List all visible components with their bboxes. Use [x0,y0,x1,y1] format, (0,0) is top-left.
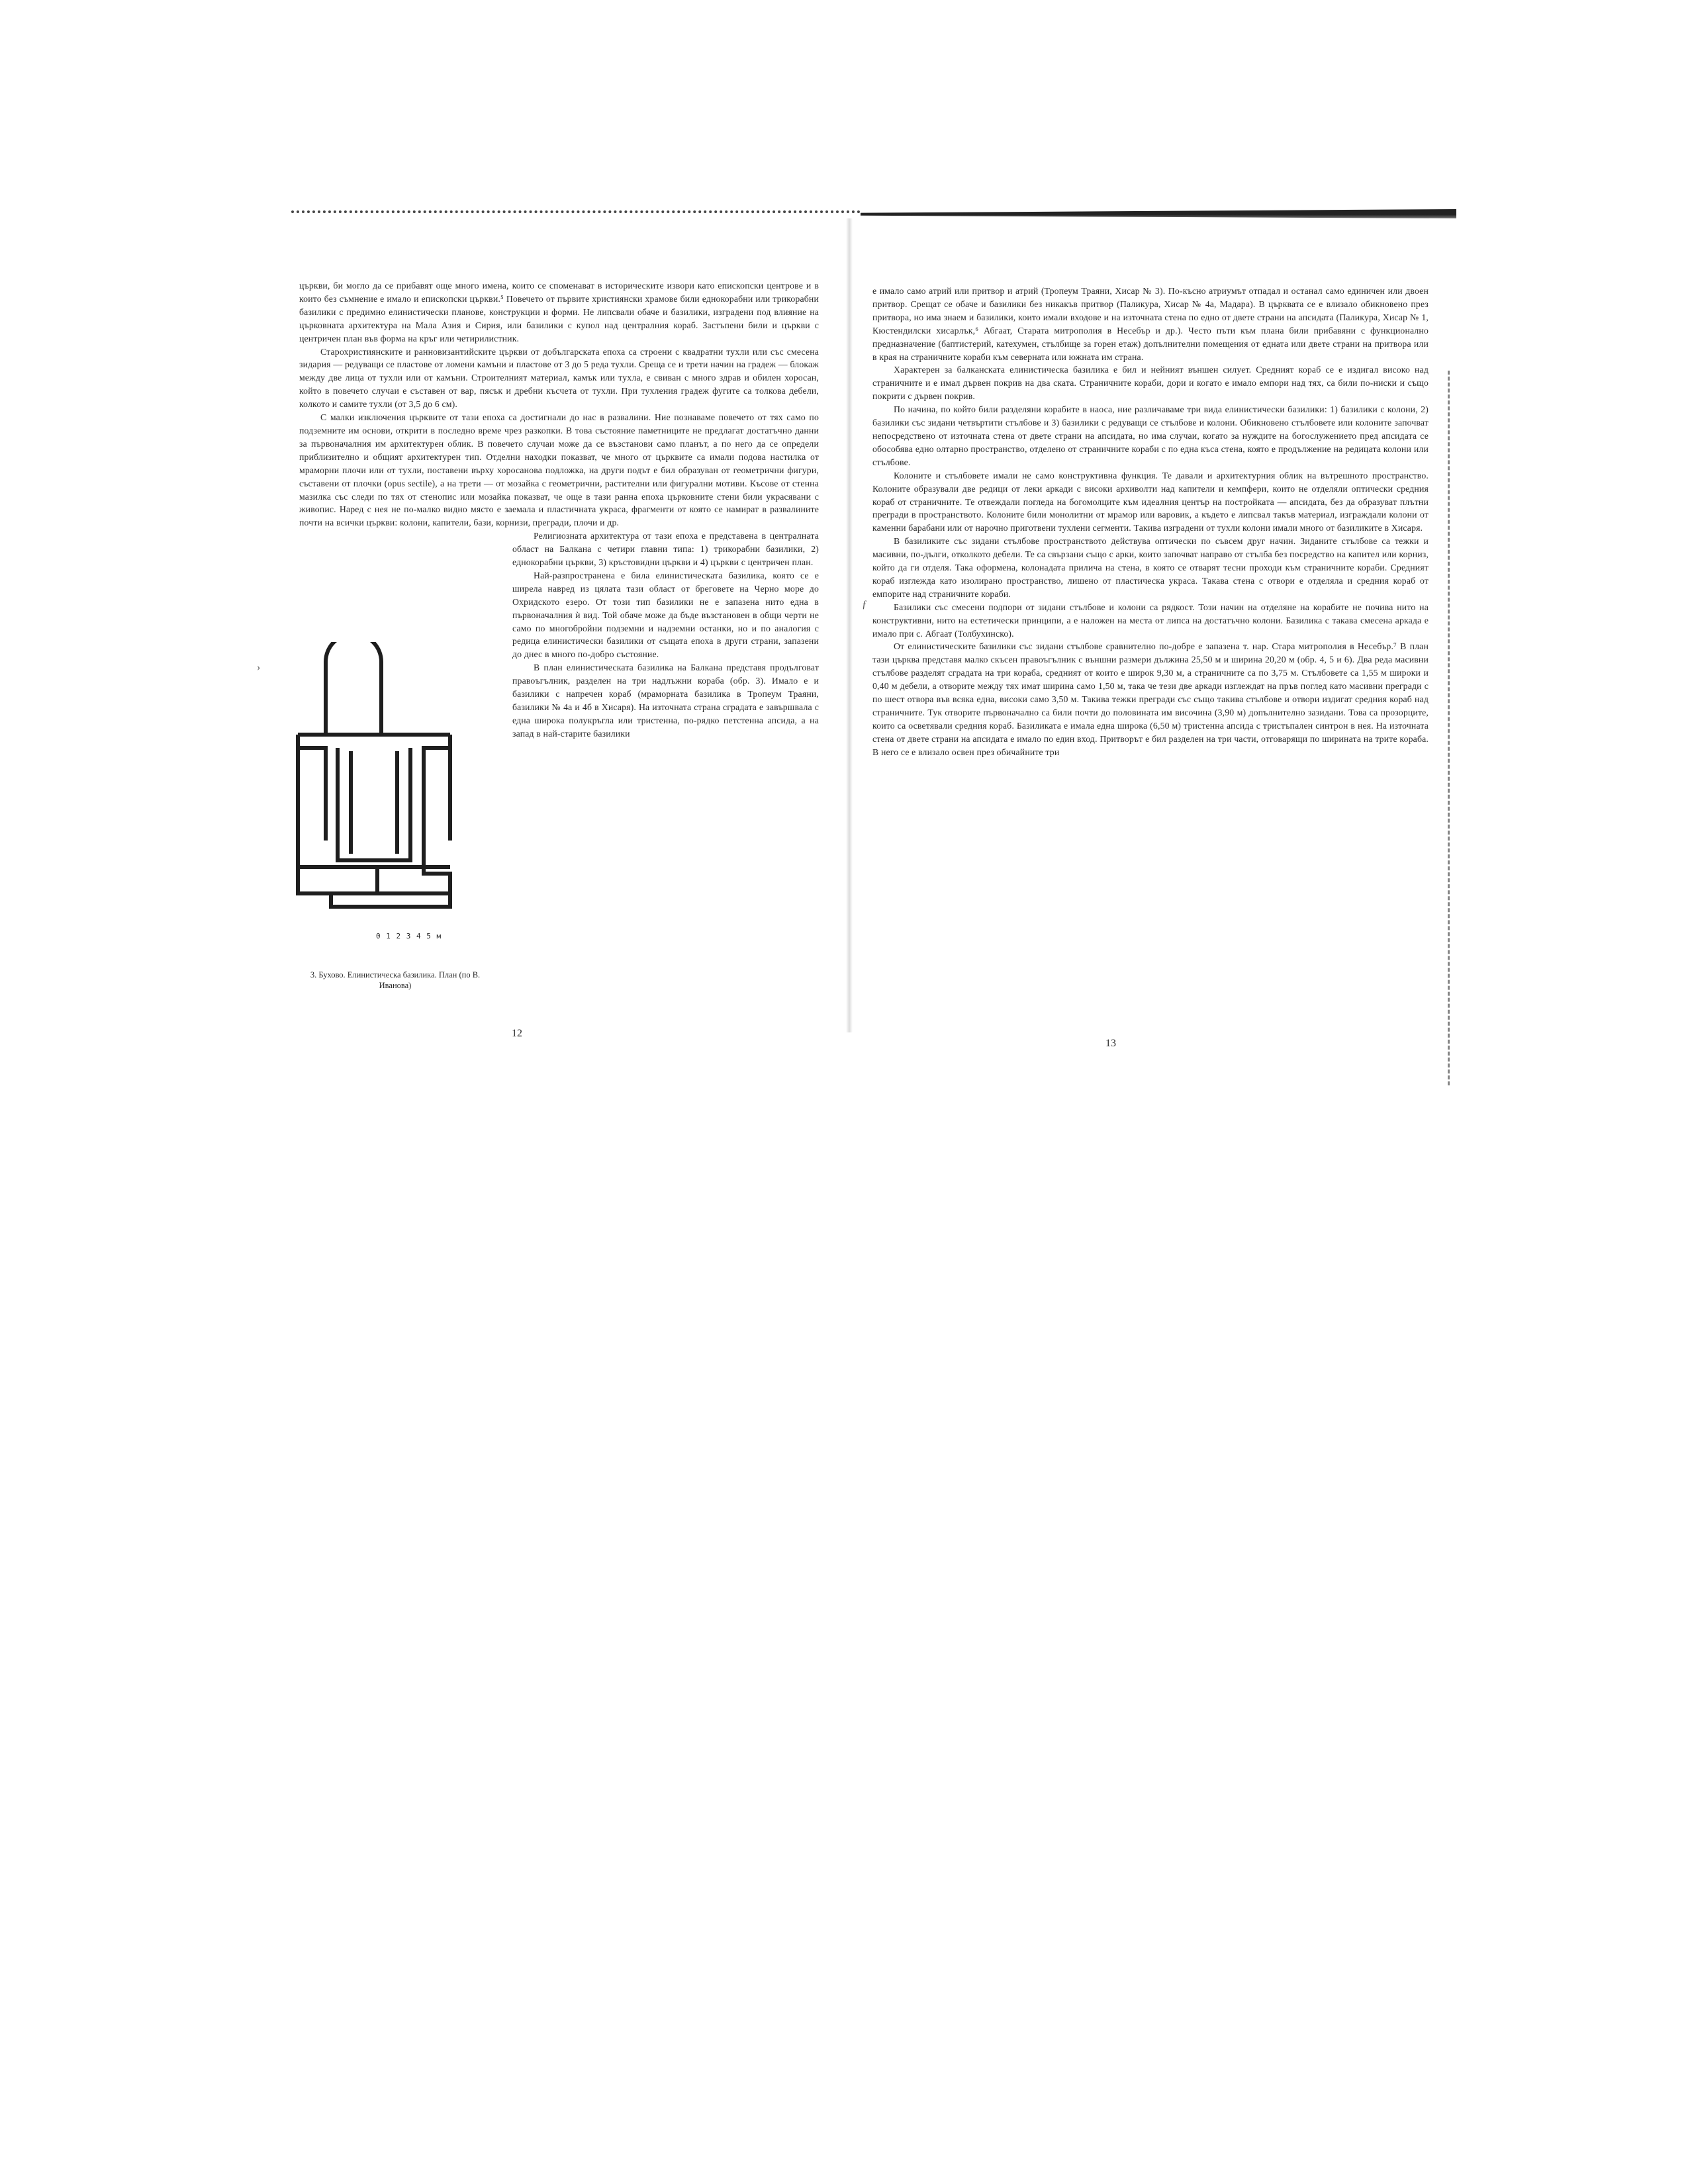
basilica-plan-drawing [285,642,457,940]
paragraph: църкви, би могло да се прибавят още много имена, които се споменават в историческите извори като епископски центрове и в които без съмнение е имало и епископски църкви.⁵ Повечето от първите християнски храмове били еднокорабни или трикорабни базилики с предимно елинистически планове, конструкции и форми. Не липсвали обаче и базилики, изградени под влияние на църковната архитектура на Мала Азия и Сирия, или базилики с купол над централния кораб. Застъпени били и църкви с центричен план във форма на кръг или четирилистник. [299,281,819,343]
paragraph: От елинистическите базилики със зидани стълбове сравнително по-добре е запазена т. нар. Стара митрополия в Несебър.⁷ В план тази църква представя малко скъсен правоъгълник с външни размери дължина 25,50 м и ширина 20,20 м (обр. 4, 5 и 6). Два реда масивни стълбове разделят сградата на три кораба, средният от които е широк 9,30 м, а страничните са по 3,75 м. Стълбовете са 1,55 м широки и 0,40 м дебели, а отворите между тях имат ширина само 1,50 м, така че тези две аркади изглеждат на пръв поглед като масивни прегради с по шест отвора във всяка една, високи само 3,50 м. Такива тежки прегради със също такива стълбове и отвори издигат средния кораб над страничните. Тук отворите първоначално са били почти до половината им височина (3,90 м) допълнително зазидани. Това са прозорците, които са осветявали средния кораб. Базиликата е имала една широка (6,50 м) тристенна апсида с тристъпален синтрон в нея. На източната стена от двете страни на апсидата е имало по един вход. Притворът е бил разделен на три части, отговарящи по ширината на трите кораба. В него се е влизало освен през обичайните три [872,641,1429,757]
paragraph: В базиликите със зидани стълбове пространството действува оптически по съвсем друг начин. Зиданите стълбове са тежки и масивни, по-дълги, отколкото дебели. Те са свързани също с арки, които започват направо от стълба без посредство на капител или корниз, който да ги отделя. Така оформена, колонадата прилича на стена, в която се отварят тесни проходи към страничните кораби. Средният кораб изглежда като изолирано пространство, лишено от пластическа украса. Такава стена с отвори е отделяла и средния кораб от емпорите над страничните кораби. [872,536,1429,599]
page-number-right: 13 [1105,1038,1116,1049]
paragraph: Колоните и стълбовете имали не само конструктивна функция. Те давали и архитектурния облик на вътрешното пространство. Колоните образували две редици от леки аркади с високи архиволти над капители и кемпфери, които не отделяли оптически средния кораб от страничните. Те отвеждали погледа на богомолците към идеалния център на постройката — апсидата, без да образуват плътни прегради в пространството. Колоните били монолитни от мрамор или варовик, а където е липсвал такъв материал, изграждали колони от каменни барабани или от нарочно приготвени тухлени сегменти. Такива изградени от тухли колони имали много от базиликите в Хисаря. [872,470,1429,533]
book-gutter [846,218,853,1032]
scan-edge-dark [861,209,1456,218]
right-page [872,285,1429,759]
paragraph: В план елинистическата базилика на Балкана представя продълговат правоъгълник, разделен на три надлъжни кораба (обр. 3). Имало е и базилики с напречен кораб (мраморната базилика в Тропеум Траяни, базилики № 4а и 4б в Хисаря). На източната страна сградата е завършвала с една широка полукръгла или тристенна, по-рядко петстенна апсида, а на запад в най-старите базилики [512,662,819,739]
scan-edge-dotted [291,210,861,213]
scan-right-edge [1448,371,1454,1085]
paragraph: Базилики със смесени подпори от зидани стълбове и колони са рядкост. Този начин на отделяне на корабите не почива нито на конструктивни, нито на естетически принципи, а е наложен на места от липса на достатъчно колони. Базилика с такава смесена аркада е имало при с. Абгаат (Толбухинско). [872,602,1429,639]
paragraph: Религиозната архитектура от тази епоха е представена в централната област на Балкана с четири главни типа: 1) трикорабни базилики, 2) еднокорабни църкви, 3) кръстовидни църкви и 4) църкви с центричен план. [512,531,819,568]
figure-caption: 3. Бухово. Елинистическа базилика. План (по В. Иванова) [310,970,481,990]
margin-mark: › [257,662,261,673]
paragraph: Старохристиянските и ранновизантийските църкви от добългарската епоха са строени с квадратни тухли или със смесена зидария — редуващи се пластове от ломени камъни и пластове от 3 до 5 реда тухли. Среща се и трети начин на градеж — блокаж между две лица от тухли или от камъни. Строителният материал, камък или тухла, е свиван с много здрав и обилен хоросан, който в повечето случаи е съставен от вар, пясък и дребни късчета от тухли. При тухления градеж фугите са толкова дебели, колкото и самите тухли (от 3,5 до 6 см). [299,346,819,410]
paragraph: Най-разпространена е била елинистическата базилика, която се е ширела навред из цялата тази област от бреговете на Черно море до Охридското езеро. От този тип базилики не е запазена нито една в първоначалния ѝ вид. Той обаче може да бъде възстановен в общи черти не само по многобройни подземни и надземни останки, но и по аналогия с редица елинистически базилики от същата епоха в други страни, запазени до днес в много по-добро състояние. [512,570,819,660]
margin-mark: ƒ [862,599,867,610]
paragraph: Характерен за балканската елинистическа базилика е бил и нейният външен силует. Средният кораб се е издигал високо над страничните и е имал дървен покрив на два ската. Страничните кораби, дори и когато е имало емпори над тях, са били по-ниски и също покрити с дървен покрив. [872,365,1429,402]
paragraph: е имало само атрий или притвор и атрий (Тропеум Траяни, Хисар № 3). По-късно атриумът отпадал и останал само единичен или двоен притвор. Срещат се обаче и базилики без никакъв притвор (Паликура, Хисар № 4а, Мадара). В църквата се е влизало обикновено през притвора, но има знаем и базилики, които имали входове и на източната стена по едно от двете страни на апсидата (Паликура, Хисар № 1, Кюстендилски хисарлък,⁶ Абгаат, Старата митрополия в Несебър и др.). Често пъти към плана били прибавяни с функционално предназначение (баптистерий, катехумен, стълбище за горен етаж) допълнителни помещения от едната или двете страни на притвора или в края на страничните кораби към северната или южната им страна. [872,286,1429,362]
page-number-left: 12 [512,1028,522,1039]
paragraph: С малки изключения църквите от тази епоха са достигнали до нас в развалини. Ние познаваме повечето от тях само по подземните им основи, открити в последно време чрез разкопки. В това състояние паметниците не предлагат достатъчно данни за първоначалния им архитектурен облик. В повечето случаи може да се възстанови само планът, а по него да се определи приблизително и общият архитектурен тип. Отделни находки показват, че много от църквите са имали подова настилка от мраморни плочи или от тухли, поставени върху хоросанова подложка, на други подът е бил образуван от геометрични фигури, съставени от плочки (opus sectile), а на трети — от мозайка с геометрични, растителни или фигурални мотиви. Късове от стенна мазилка със следи по тях от стенопис или мозайка показват, че още в тази ранна епоха църковните стени били украсявани с живопис. Наред с нея не по-малко видно място е заемала и пластичната украса, фрагменти от която се намират в развалините почти на всички църкви: колони, капители, бази, корнизи, прегради, плочи и др. [299,412,819,528]
scale-bar-label: 0 1 2 3 4 5 м [376,932,442,940]
paragraph: По начина, по който били разделяни корабите в наоса, ние различаваме три вида елинистически базилики: 1) базилики с колони, 2) базилики със зидани четвъртити стълбове и 3) базилики с редуващи се стълбове и колони. Обикновено стълбовете или колоните започват непосредствено от източната стена от двете страни на апсидата, но има случаи, когато за нуждите на богослужението пред апсидата се обособява едно олтарно пространство, отделено от страничните кораби с по една къса стена, която е продължение на редицата колони или стълбове. [872,404,1429,467]
basilica-plan-figure [285,642,457,940]
